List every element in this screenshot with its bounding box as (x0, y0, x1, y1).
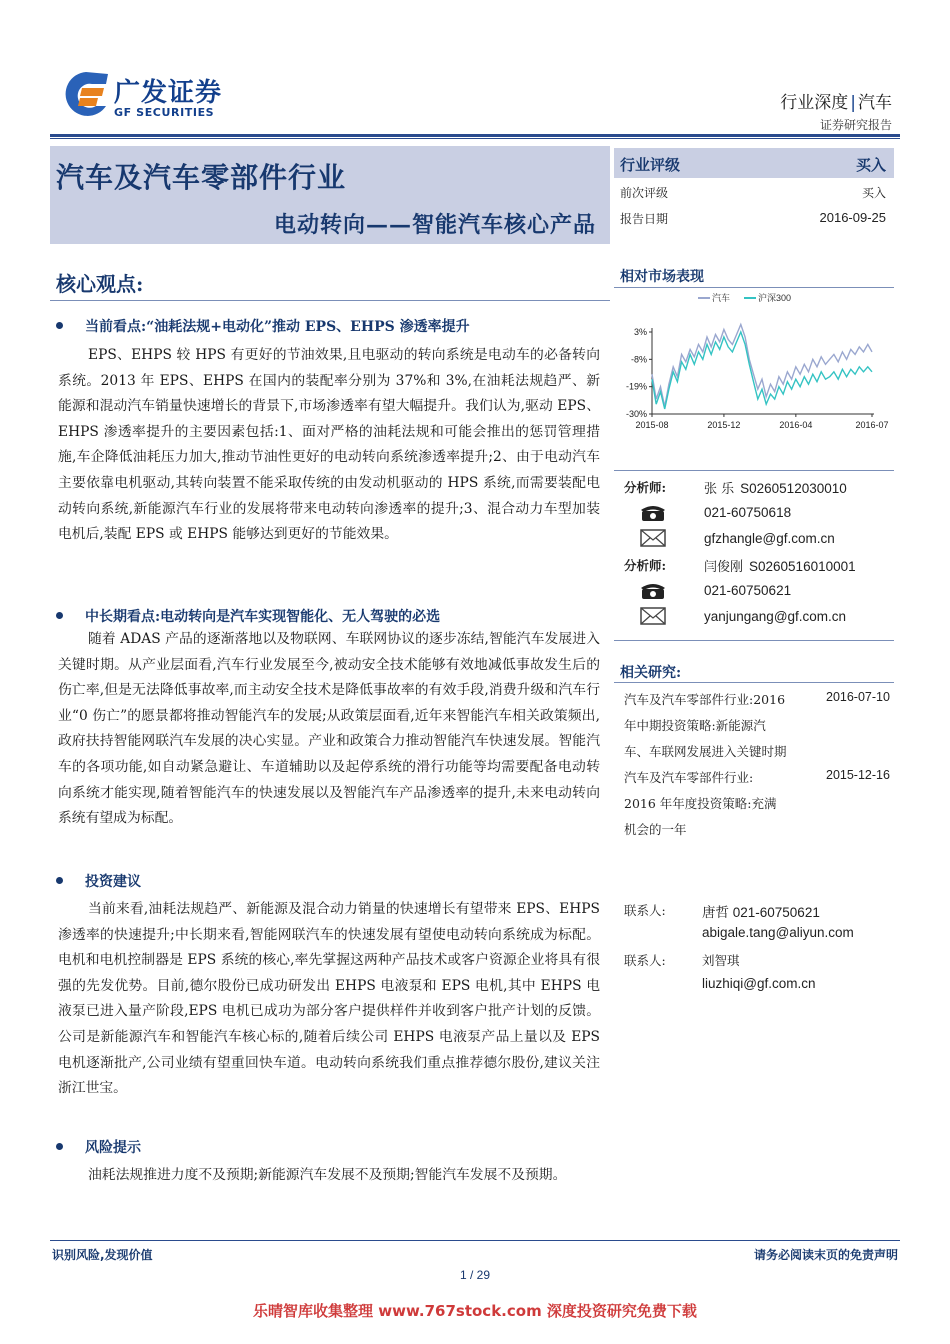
rating-panel (614, 148, 894, 230)
x-tick-label: 2016-07 (855, 420, 889, 430)
market-chart-svg (614, 290, 894, 440)
section-body-longterm (58, 627, 600, 832)
section-heading-current (56, 316, 470, 336)
analyst-1-info (704, 478, 847, 497)
analyst-label: 分析师: (624, 480, 667, 495)
related-divider (614, 682, 894, 683)
section-body-current (58, 343, 600, 548)
paragraph-text: 随着 ADAS 产品的逐渐落地以及物联网、车联网协议的逐步冻结,智能汽车发展进入关键时期。从产业层面看,汽车行业发展至今,被动安全技术能够有效地减低事故发生后的伤亡率,但是无法降低事故率,而主动安全技术是降低事故率的有效手段,消费升级和汽车行业“0 伤亡”的愿景都将推动智能汽车的发展;从政策层面看,近年来智能汽车相关政策频出,政府扶持智能网联汽车发展的决心实显。产业和政策合力推动智能汽车快速发展。智能汽车的各项功能,如自动紧急避让、车道辅助以及起停系统的滑行功能等均需要配备电动转向系统才能实现,随着智能汽车的快速发展以及智能汽车产品渗透率的提升,未来电动转向系统有望成为标配。 (58, 631, 600, 827)
watermark-text-a: 乐晴智库收集整理 (253, 1302, 379, 1320)
bullet-icon (56, 1143, 63, 1150)
analyst-2-phone[interactable]: 021-60750621 (704, 583, 792, 598)
section-body-invest (58, 897, 600, 1102)
analyst-1-email[interactable]: gfzhangle@gf.com.cn (704, 531, 835, 546)
paragraph-text: 油耗法规推进力度不及预期;新能源汽车发展不及预期;智能汽车发展不及预期。 (88, 1167, 567, 1183)
section-heading-invest (56, 871, 141, 891)
y-tick-label: -30% (625, 409, 647, 419)
analyst-1-phone[interactable]: 021-60750618 (704, 505, 792, 520)
paragraph-text: EPS、EHPS 较 HPS 有更好的节油效果,且电驱动的转向系统是电动车的必备转向系统。2013 年 EPS、EHPS 在国内的装配率分别为 37%和 3%,在油耗法规趋严、新能源和混动汽车销量快速增长的背景下,市场渗透率有望大幅提升。我们认为,驱动 EPS、EHPS 渗透率提升的主要因素包括:1、面对严格的油耗法规和可能会推出的惩罚管理措施,车企降低油耗压力加大,推动节油性更好的电动转向系统渗透率提升;2、由于电动汽车主要依靠电机驱动,其转向装置不能采取传统的由发动机驱动的 HPS 系统,而需要装配电动转向系统,新能源汽车行业的发展将带来电动转向渗透率的提升;3、混合动力车型加装电机后,装配 EPS 或 EHPS 能够达到更好的节能效果。 (58, 347, 600, 543)
analyst-2-id: S0260516010001 (749, 559, 856, 574)
related-item-1-line3[interactable]: 车、车联网发展进入关键时期 (624, 744, 787, 759)
section-heading-risk (56, 1137, 141, 1157)
prev-rating-row (614, 178, 894, 204)
x-tick-label: 2016-04 (779, 420, 813, 430)
y-tick-label: -8% (630, 354, 647, 365)
contact-1-row (624, 901, 820, 920)
section-heading-text: 当前看点:“油耗法规+电动化”推动 EPS、EHPS 渗透率提升 (85, 319, 470, 335)
section-heading-text: 投资建议 (85, 874, 141, 890)
series-line-0 (652, 325, 872, 407)
y-tick-label: -19% (625, 381, 647, 392)
report-date-label: 报告日期 (620, 212, 669, 226)
mail-icon (640, 606, 666, 626)
logo-text-cn: 广发证券 (114, 78, 223, 108)
related-item-2-line2[interactable]: 2016 年年度投资策略:充满 (624, 796, 777, 811)
bullet-icon (56, 877, 63, 884)
footer-disclaimer-link[interactable]: 请务必阅读末页的免责声明 (753, 1248, 898, 1262)
core-view-divider (50, 300, 610, 301)
header-divider (50, 134, 900, 137)
report-date-value: 2016-09-25 (819, 210, 886, 225)
report-type-a: 行业深度 (780, 93, 849, 113)
contact-2-row (624, 951, 740, 969)
rating-label: 行业评级 (620, 156, 681, 174)
analyst-2-name: 闫俊刚 (704, 560, 744, 575)
report-subtitle: 证券研究报告 (819, 118, 892, 132)
bullet-icon (56, 612, 63, 619)
contact-label: 联系人: (624, 953, 666, 968)
phone-icon (640, 580, 666, 600)
report-type-b: 汽车 (858, 93, 892, 113)
related-divider-top (614, 640, 894, 641)
analyst-1-name: 张 乐 (704, 482, 735, 497)
section-heading-text: 中长期看点:电动转向是汽车实现智能化、无人驾驶的必选 (85, 609, 441, 625)
related-item-1-line1[interactable]: 汽车及汽车零部件行业:2016 (624, 692, 786, 707)
contact-1-name-phone: 唐哲 021-60750621 (702, 905, 820, 920)
section-heading-text: 风险提示 (85, 1140, 141, 1156)
related-item-1-date: 2016-07-10 (826, 690, 890, 704)
chart-axes (626, 327, 889, 430)
analyst-2-info (704, 556, 856, 575)
series-line-1 (652, 332, 872, 409)
market-divider (614, 287, 894, 288)
y-tick-label: 3% (633, 327, 647, 337)
header-divider-thin (50, 138, 900, 139)
analyst-label: 分析师: (624, 558, 667, 573)
contact-label: 联系人: (624, 903, 666, 918)
paragraph-text: 当前来看,油耗法规趋严、新能源及混合动力销量的快速增长有望带来 EPS、EHPS 渗透率的快速提升;中长期来看,智能网联汽车的快速发展有望使电动转向系统成为标配。电机和电机控制器是 EPS 系统的核心,率先掌握这两种产品技术或客户资源企业将具有很强的先发优势。目前,德尔股份已成功研发出 EHPS 电液泵和 EPS 电机,其中 EHPS 电液泵已进入量产阶段,EPS 电机已成功为部分客户提供样件并收到客户批产计划的反馈。公司是新能源汽车和智能汽车核心标的,随着后续公司 EHPS 电液泵产品上量以及 EPS 电机逐渐批产,公司业绩有望重回快车道。电动转向系统我们重点推荐德尔股份,建议关注浙江世宝。 (58, 901, 600, 1097)
related-item-2-line1[interactable]: 汽车及汽车零部件行业: (624, 770, 754, 785)
mail-icon (640, 528, 666, 548)
watermark (0, 1300, 950, 1321)
footer-slogan: 识别风险,发现价值 (52, 1248, 153, 1262)
footer-divider (50, 1240, 900, 1241)
contact-1-email[interactable]: abigale.tang@aliyun.com (702, 925, 854, 940)
market-chart (614, 290, 894, 440)
related-title: 相关研究: (620, 665, 682, 681)
chart-lines (652, 325, 872, 410)
related-item-1-line2[interactable]: 年中期投资策略:新能源汽 (624, 718, 766, 733)
logo-text-en: GF SECURITIES (114, 106, 215, 119)
analyst-2-email[interactable]: yanjungang@gf.com.cn (704, 609, 847, 624)
bullet-icon (56, 322, 63, 329)
gf-logo-icon (62, 68, 110, 124)
watermark-text-b: 深度投资研究免费下载 (541, 1302, 697, 1320)
market-title: 相对市场表现 (620, 269, 704, 285)
report-date-row (614, 204, 894, 230)
related-item-2-line3[interactable]: 机会的一年 (624, 822, 687, 837)
section-heading-longterm (56, 606, 440, 626)
page-number: 1 / 29 (459, 1268, 491, 1282)
prev-rating-value: 买入 (861, 186, 886, 200)
rating-header (614, 148, 894, 178)
x-tick-label: 2015-08 (635, 420, 669, 430)
section-body-risk (58, 1163, 600, 1189)
legend-label-a: 汽车 (712, 293, 731, 303)
contact-2-name: 刘智琪 (702, 953, 740, 968)
report-type: 行业深度 | 汽车 (780, 93, 892, 113)
related-item-2-date: 2015-12-16 (826, 768, 890, 782)
rating-value: 买入 (855, 156, 886, 174)
watermark-url[interactable]: www.767stock.com (378, 1302, 542, 1320)
x-tick-label: 2015-12 (707, 420, 741, 430)
contact-2-email[interactable]: liuzhiqi@gf.com.cn (702, 976, 816, 991)
phone-icon (640, 502, 666, 522)
analyst-1-id: S0260512030010 (740, 481, 847, 496)
core-view-title: 核心观点: (56, 272, 144, 296)
page-subtitle: 电动转向——智能汽车核心产品 (273, 212, 596, 238)
chart-legend (698, 292, 791, 303)
page-title: 汽车及汽车零部件行业 (56, 161, 347, 194)
company-logo (62, 68, 262, 124)
legend-label-b: 沪深300 (758, 293, 792, 303)
analyst-divider (614, 470, 894, 471)
prev-rating-label: 前次评级 (620, 186, 669, 200)
title-banner (50, 146, 610, 244)
